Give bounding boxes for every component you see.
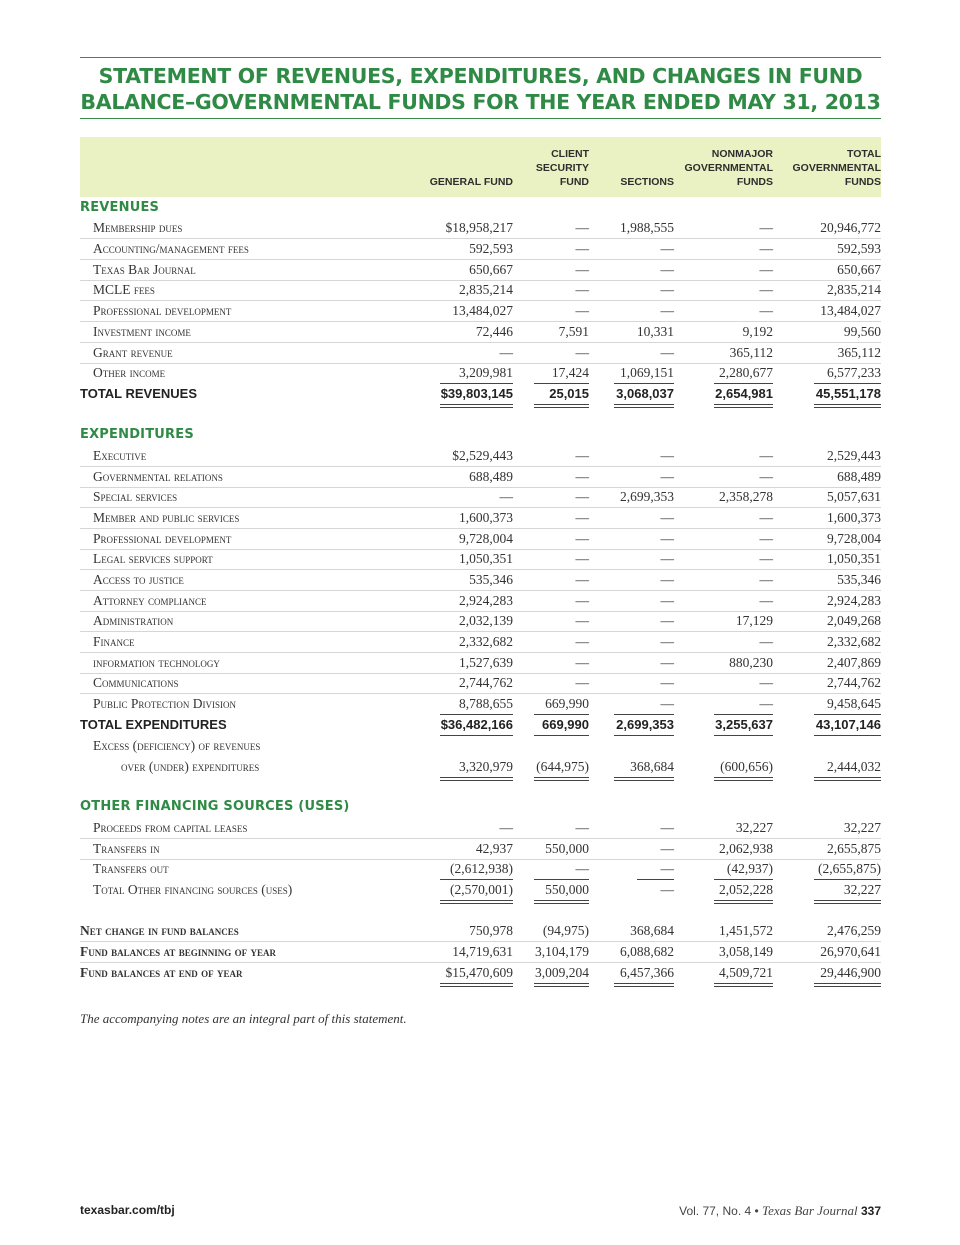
double-underline	[814, 404, 881, 405]
double-underline	[440, 404, 513, 405]
title-line-2: BALANCE–GOVERNMENTAL FUNDS FOR THE YEAR ENDED MAY 31, 2013	[80, 90, 881, 114]
column-header-band	[80, 137, 881, 197]
table-row: Executive $2,529,443 — — — 2,529,443	[80, 446, 881, 467]
statement-title	[80, 57, 881, 119]
table-row: Member and public services 1,600,373 — — — 1,600,373	[80, 508, 881, 529]
double-underline	[614, 777, 674, 778]
col-header-general-fund: GENERAL FUND	[429, 176, 513, 188]
double-underline	[534, 404, 589, 405]
table-row: Fund balances at beginning of year 14,719,631 3,104,179 6,088,682 3,058,149 26,970,641	[80, 942, 881, 963]
table-row: Grant revenue — — — 365,112 365,112	[80, 343, 881, 364]
footer-page-info: Vol. 77, No. 4 • Texas Bar Journal 337	[679, 1203, 881, 1218]
table-row: Investment income 72,446 7,591 10,331 9,192 99,560	[80, 322, 881, 343]
table-row: Finance 2,332,682 — — — 2,332,682	[80, 632, 881, 653]
table-row: Administration 2,032,139 — — 17,129 2,049,268	[80, 611, 881, 632]
table-row: Net change in fund balances 750,978 (94,975) 368,684 1,451,572 2,476,259	[80, 921, 881, 942]
double-underline	[440, 777, 513, 778]
table-row: Fund balances at end of year $15,470,609 3,009,204 6,457,366 4,509,721 29,446,900	[80, 965, 881, 980]
total-expenditures-row: TOTAL EXPENDITURES $36,482,166 669,990 2,699,353 3,255,637 43,107,146	[80, 717, 881, 732]
table-row: Other income 3,209,981 17,424 1,069,151 2,280,677 6,577,233	[93, 365, 881, 380]
table-row: Professional development 13,484,027 — — — 13,484,027	[80, 301, 881, 322]
col-header-client-security-fund: CLIENT SECURITY FUND	[535, 148, 589, 188]
table-row: Transfers in 42,937 550,000 — 2,062,938 2,655,875	[80, 839, 881, 860]
footnote: The accompanying notes are an integral part of this statement.	[80, 1011, 407, 1026]
double-underline	[614, 983, 674, 984]
table-row: Special services — — 2,699,353 2,358,278 5,057,631	[80, 487, 881, 508]
table-row: Texas Bar Journal 650,667 — — — 650,667	[80, 260, 881, 281]
total-revenues-row: TOTAL REVENUES $39,803,145 25,015 3,068,037 2,654,981 45,551,178	[80, 386, 881, 401]
table-row: Total Other financing sources (uses) (2,570,001) 550,000 — 2,052,228 32,227	[93, 882, 881, 897]
double-underline	[814, 983, 881, 984]
table-row: Public Protection Division 8,788,655 669,990 — — 9,458,645	[93, 696, 881, 711]
footer-site-link[interactable]: texasbar.com/tbj	[80, 1203, 175, 1217]
double-underline	[440, 983, 513, 984]
table-row: information technology 1,527,639 — — 880,230 2,407,869	[80, 653, 881, 674]
double-underline	[614, 404, 674, 405]
double-underline	[534, 900, 589, 901]
table-row: Communications 2,744,762 — — — 2,744,762	[80, 673, 881, 694]
table-row: Governmental relations 688,489 — — — 688,489	[80, 467, 881, 488]
table-row: Membership dues $18,958,217 — 1,988,555 — 20,946,772	[80, 218, 881, 239]
table-row: Access to justice 535,346 — — — 535,346	[80, 570, 881, 591]
excess-row: over (under) expenditures 3,320,979 (644,975) 368,684 (600,656) 2,444,032	[121, 759, 881, 774]
table-row: Transfers out (2,612,938) — — (42,937) (2,655,875)	[93, 861, 881, 876]
double-underline	[534, 983, 589, 984]
table-row: Attorney compliance 2,924,283 — — — 2,924,283	[80, 591, 881, 612]
col-header-nonmajor-funds: NONMAJOR GOVERNMENTAL FUNDS	[684, 148, 773, 188]
title-line-1: STATEMENT OF REVENUES, EXPENDITURES, AND CHANGES IN FUND	[98, 64, 863, 88]
double-underline	[534, 777, 589, 778]
double-underline	[714, 900, 773, 901]
other-financing-heading: OTHER FINANCING SOURCES (USES)	[80, 799, 350, 814]
double-underline	[814, 777, 881, 778]
revenues-heading: REVENUES	[80, 200, 160, 215]
double-underline	[440, 900, 513, 901]
double-underline	[714, 404, 773, 405]
table-row: Professional development 9,728,004 — — — 9,728,004	[80, 529, 881, 550]
excess-label-row: Excess (deficiency) of revenues	[93, 738, 261, 753]
double-underline	[814, 900, 881, 901]
table-row: Proceeds from capital leases — — — 32,227 32,227	[80, 818, 881, 839]
table-row: Accounting/management fees 592,593 — — — 592,593	[80, 239, 881, 260]
double-underline	[714, 777, 773, 778]
col-header-total-funds: TOTAL GOVERNMENTAL FUNDS	[792, 148, 881, 188]
expenditures-heading: EXPENDITURES	[80, 427, 194, 442]
table-row: Legal services support 1,050,351 — — — 1,050,351	[80, 549, 881, 570]
col-header-sections: SECTIONS	[620, 176, 674, 188]
table-row: MCLE fees 2,835,214 — — — 2,835,214	[80, 280, 881, 301]
double-underline	[714, 983, 773, 984]
